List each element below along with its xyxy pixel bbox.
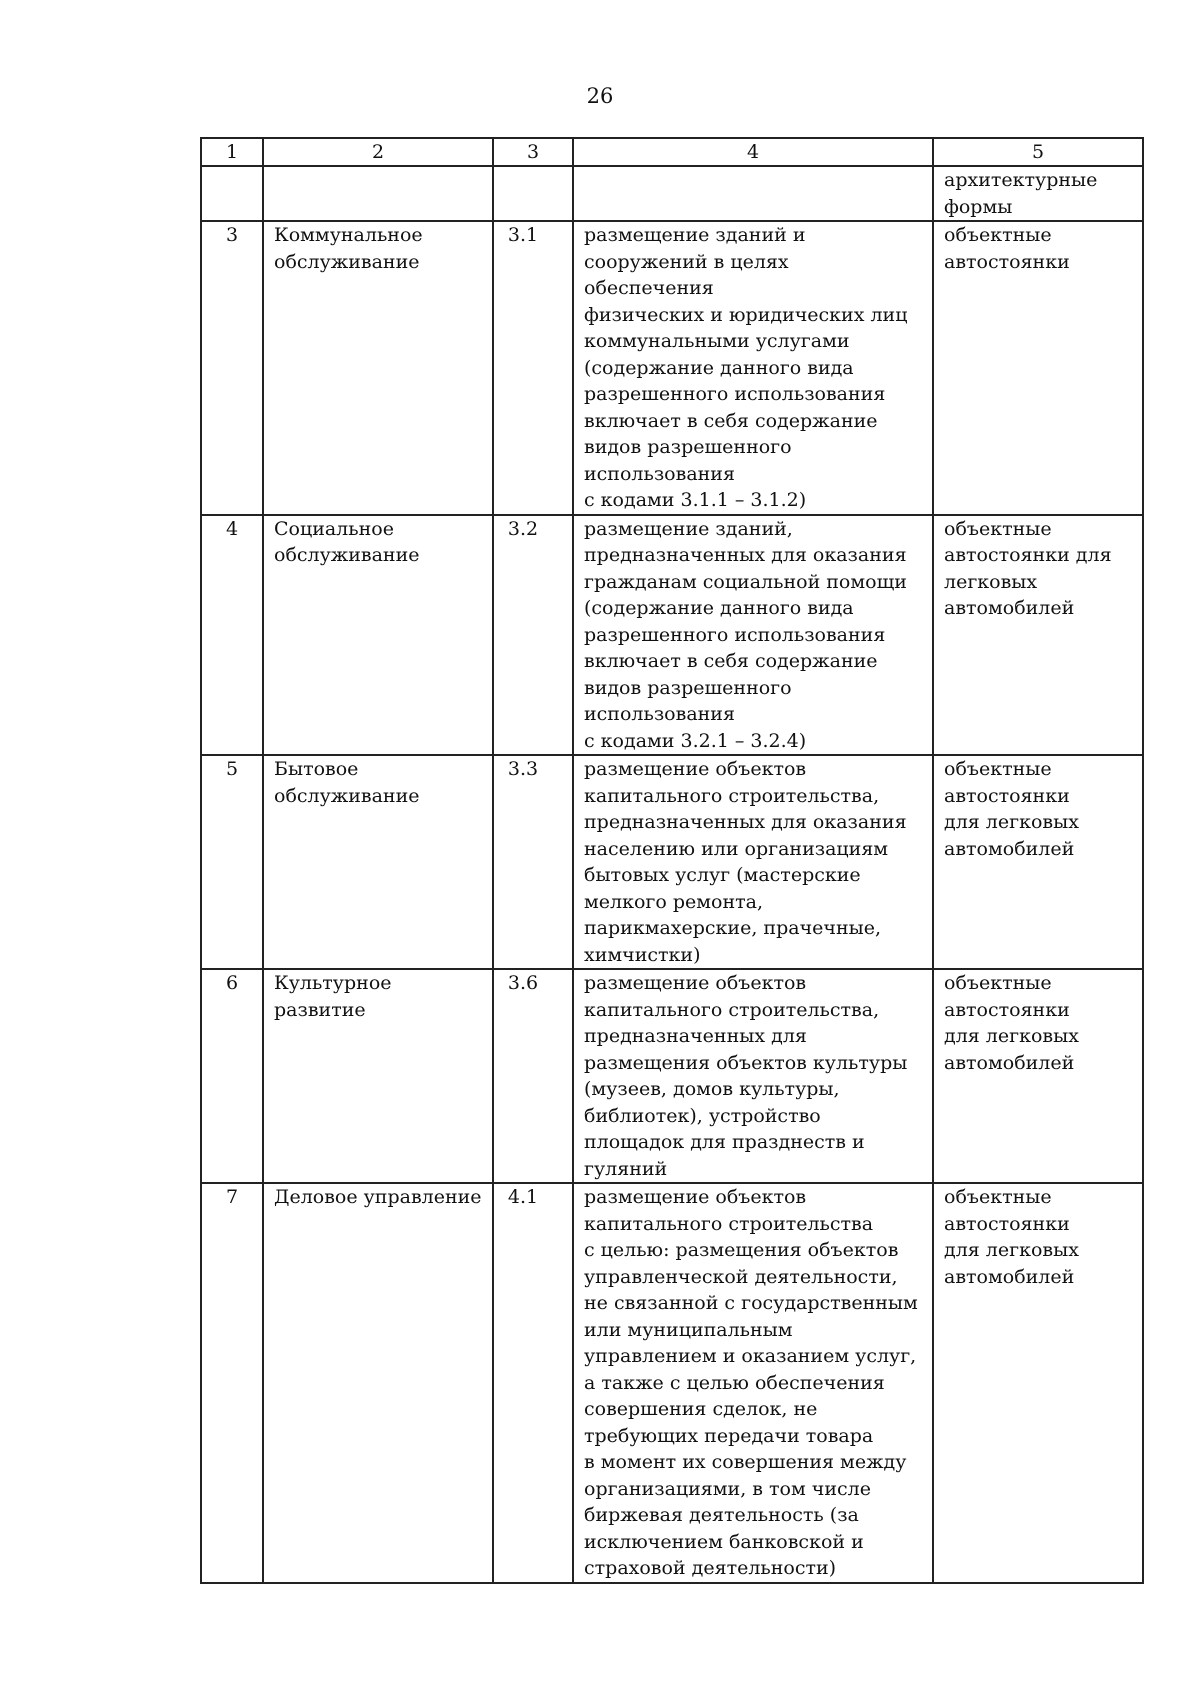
row-code-cell: 3.2 [493, 515, 573, 756]
table-row [201, 515, 1143, 756]
row-name-cell: Деловое управление [263, 1183, 493, 1583]
row-number-cell: 7 [201, 1183, 263, 1583]
row-code-cell: 3.6 [493, 969, 573, 1183]
header-cell-5: 5 [933, 138, 1143, 166]
row-note-cell: объектные автостоянки [933, 221, 1143, 515]
row-description-cell: размещение объектов капитального строительства с целью: размещения объектов управленческой деятельности, не связанной с государственным или муниципальным управлением и оказанием услуг, а также с целью обеспечения совершения сделок, не требующих передачи товара в момент их совершения между организациями, в том числе биржевая деятельность (за исключением банковской и страховой деятельности) [573, 1183, 933, 1583]
row-number-cell: 5 [201, 755, 263, 969]
row-number-cell: 4 [201, 515, 263, 756]
row-note-cell: объектные автостоянки для легковых автомобилей [933, 969, 1143, 1183]
page-number: 26 [586, 84, 614, 108]
header-cell-2: 2 [263, 138, 493, 166]
row-note-cell: архитектурные формы [933, 166, 1143, 221]
land-use-table [200, 137, 1144, 1584]
row-note-cell: объектные автостоянки для легковых автомобилей [933, 755, 1143, 969]
row-description-cell: размещение зданий, предназначенных для оказания гражданам социальной помощи (содержание данного вида разрешенного использования включает в себя содержание видов разрешенного использования с кодами 3.2.1 – 3.2.4) [573, 515, 933, 756]
row-description-cell: размещение объектов капитального строительства, предназначенных для оказания населению или организациям бытовых услуг (мастерские мелкого ремонта, парикмахерские, прачечные, химчистки) [573, 755, 933, 969]
row-note-cell: объектные автостоянки для легковых автомобилей [933, 1183, 1143, 1583]
table-row [201, 755, 1143, 969]
row-name-cell: Бытовое обслуживание [263, 755, 493, 969]
table-row [201, 166, 1143, 221]
header-cell-4: 4 [573, 138, 933, 166]
row-description-cell: размещение зданий и сооружений в целях обеспечения физических и юридических лиц коммунальными услугами (содержание данного вида разрешенного использования включает в себя содержание видов разрешенного использования с кодами 3.1.1 – 3.1.2) [573, 221, 933, 515]
row-name-cell: Культурное развитие [263, 969, 493, 1183]
table-row [201, 969, 1143, 1183]
row-note-cell: объектные автостоянки для легковых автомобилей [933, 515, 1143, 756]
row-code-cell: 3.3 [493, 755, 573, 969]
row-code-cell: 4.1 [493, 1183, 573, 1583]
table-row [201, 1183, 1143, 1583]
row-number-cell: 6 [201, 969, 263, 1183]
row-number-cell: 3 [201, 221, 263, 515]
row-name-cell: Коммунальное обслуживание [263, 221, 493, 515]
row-code-cell [493, 166, 573, 221]
row-description-cell: размещение объектов капитального строительства, предназначенных для размещения объектов культуры (музеев, домов культуры, библиотек), устройство площадок для празднеств и гуляний [573, 969, 933, 1183]
header-cell-3: 3 [493, 138, 573, 166]
header-cell-1: 1 [201, 138, 263, 166]
table-header-row [201, 138, 1143, 166]
table-row [201, 221, 1143, 515]
row-name-cell [263, 166, 493, 221]
row-number-cell [201, 166, 263, 221]
row-description-cell [573, 166, 933, 221]
row-name-cell: Социальное обслуживание [263, 515, 493, 756]
row-code-cell: 3.1 [493, 221, 573, 515]
